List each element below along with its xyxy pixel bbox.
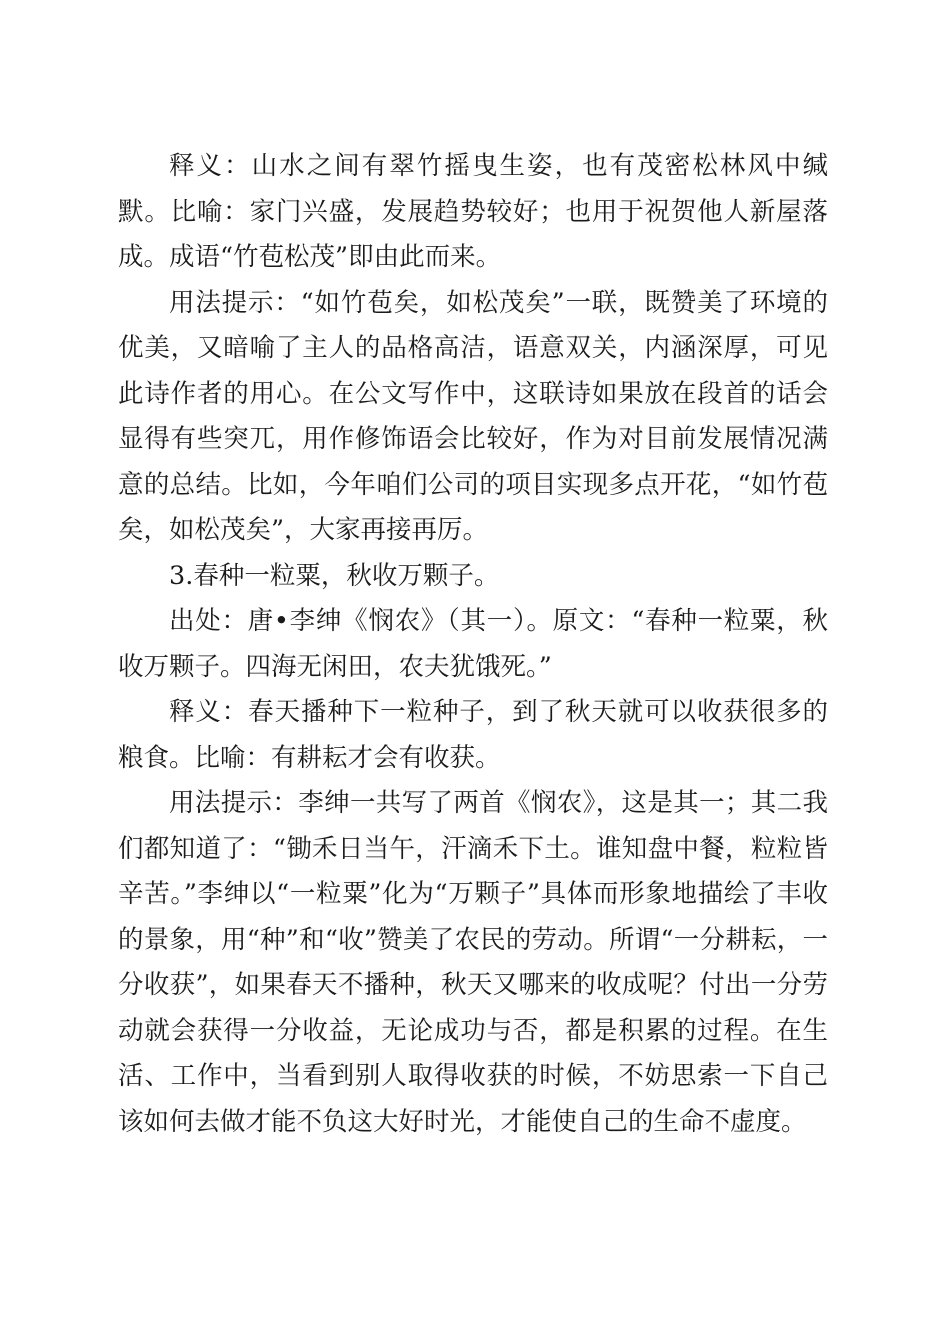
paragraph-meaning-minnong: 释义：春天播种下一粒种子，到了秋天就可以收获很多的粮食。比喻：有耕耘才会有收获。 <box>118 697 828 773</box>
paragraph-usage-bamboo: 用法提示：“如竹苞矣，如松茂矣”一联，既赞美了环境的优美，又暗喻了主人的品格高洁，语意双关，内涵深厚，可见此诗作者的用心。在公文写作中，这联诗如果放在段首的话会显得有些突兀，用作修饰语会比较好，作为对目前发展情况满意的总结。比如，今年咱们公司的项目实现多点开花，“如竹苞矣，如松茂矣”，大家再接再厉。 <box>118 287 828 545</box>
section-heading-3: 3.春种一粒粟，秋收万颗子。 <box>169 560 500 591</box>
paragraph-source-minnong: 出处：唐•李绅《悯农》（其一）。原文：“春种一粒粟，秋收万颗子。四海无闲田，农夫犹饿死。” <box>118 606 828 682</box>
paragraph-meaning-bamboo: 释义：山水之间有翠竹摇曳生姿，也有茂密松林风中缄默。比喻：家门兴盛，发展趋势较好；也用于祝贺他人新屋落成。成语“竹苞松茂”即由此而来。 <box>118 151 828 272</box>
paragraph-usage-minnong: 用法提示：李绅一共写了两首《悯农》，这是其一；其二我们都知道了：“锄禾日当午，汗滴禾下土。谁知盘中餐，粒粒皆辛苦。”李绅以“一粒粟”化为“万颗子”具体而形象地描绘了丰收的景象，用“种”和“收”赞美了农民的劳动。所谓“一分耕耘，一分收获”，如果春天不播种，秋天又哪来的收成呢？付出一分劳动就会获得一分收益，无论成功与否，都是积累的过程。在生活、工作中，当看到别人取得收获的时候，不妨思索一下自己该如何去做才能不负这大好时光，才能使自己的生命不虚度。 <box>118 788 828 1137</box>
document-page <box>118 144 828 1145</box>
